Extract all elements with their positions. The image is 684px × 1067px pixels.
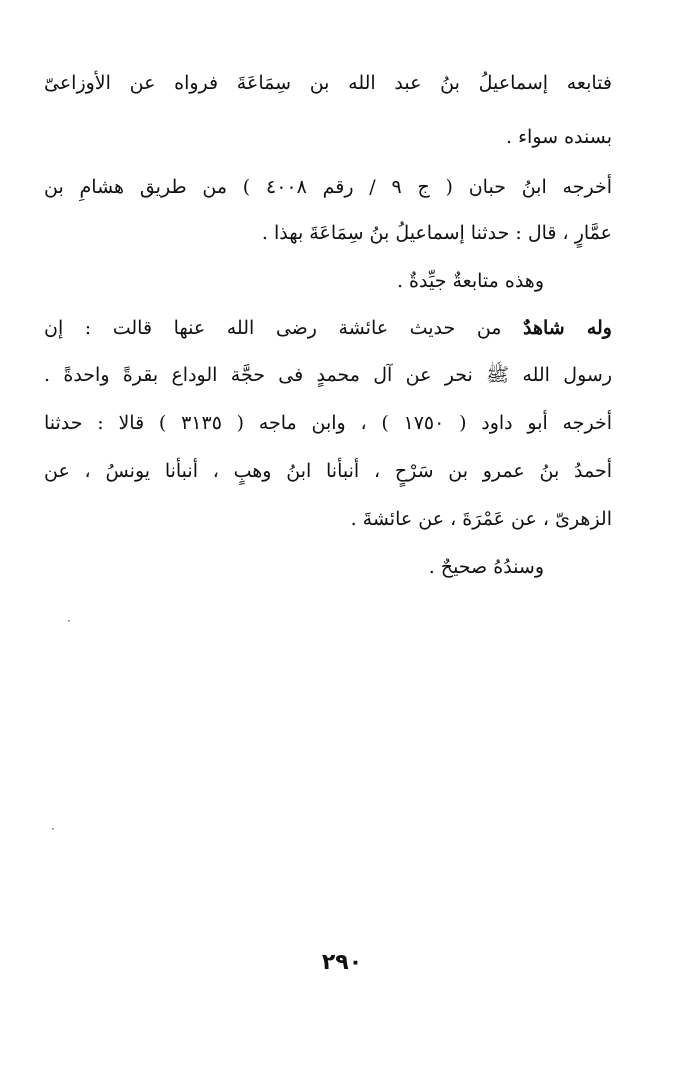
text-line-7: رسول الله ﷺ نحر عن آل محمدٍ فى حجَّة الوداع بقرةً واحدةً . xyxy=(44,364,612,386)
text-line-6 xyxy=(44,313,612,343)
text-line-8: أخرجه أبو داود ( ١٧٥٠ ) ، وابن ماجه ( ٣١٣٥ ) قالا : حدثنا xyxy=(44,412,612,434)
scan-speck xyxy=(52,828,54,830)
shahid-rest: من حديث عائشة رضى الله عنها قالت : إن xyxy=(44,317,502,339)
text-line-5: وهذه متابعةٌ جيِّدةٌ . xyxy=(396,270,544,292)
scan-speck xyxy=(68,620,70,622)
shahid-lead: وله شاهدٌ xyxy=(523,317,612,339)
text-line-2: بسنده سواء . xyxy=(506,126,612,148)
page-number: ٢٩٠ xyxy=(321,950,363,975)
text-line-9: أحمدُ بنُ عمرو بن سَرْحٍ ، أنبأنا ابنُ وهبٍ ، أنبأنا يونسُ ، عن xyxy=(44,460,612,482)
text-line-3: أخرجه ابنُ حبان ( ج ٩ / رقم ٤٠٠٨ ) من طريق هشامِ بن xyxy=(44,176,612,198)
text-line-1: فتابعه إسماعيلُ بنُ عبد الله بن سِمَاعَةَ فرواه عن الأوزاعىّ xyxy=(44,72,612,94)
text-line-11: وسندُهُ صحيحٌ . xyxy=(428,556,544,578)
text-line-4: عمَّارٍ ، قال : حدثنا إسماعيلُ بنُ سِمَاعَةَ بهذا . xyxy=(261,222,612,244)
text-line-10: الزهرىّ ، عن عَمْرَةَ ، عن عائشةَ . xyxy=(350,508,612,530)
